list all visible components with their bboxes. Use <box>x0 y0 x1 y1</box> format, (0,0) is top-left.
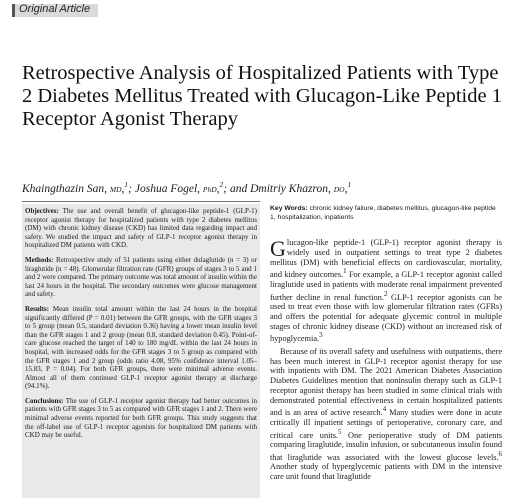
author-credential: DO <box>333 184 345 194</box>
body-paragraph-1: Glucagon-like peptide-1 (GLP-1) receptor agonist therapy is widely used in outpatient settings to treat type 2 diabetes mellitus (DM) with beneficial effects on cardiovascular, mortality, and kidney outcomes.$^1$ For example, a GLP-1 receptor agonist called liraglutide used in patients with moderate renal impairment prevented further decline in renal function.$^2$ GLP-1 receptor agonists can be used to treat even those with low glomerular filtration rates (GFRs) and offers the potential for adequate glycemic control in multiple stages of chronic kidney disease (CKD) without an increased risk of hypoglycemia.$^3$ <box>270 238 502 344</box>
abstract-results: Results: Mean insulin total amount within the last 24 hours in the hospital significantly differed (P = 0.01) between the GFR groups, with the GFR stages 3 to 5 group (mean 0.5, standard deviation 0.36) having a lower mean insulin level than the GFR stages 1 and 2 group (mean 0.8, standard deviation 0.45). Point-of-care glucose reached the target of 140 to 180 mg/dL within the last 24 hours in hospital, with increased odds for the GFR stages 3 to 5 group as compared with the GFR stages 1 and 2 group (odds ratio 4.08, 95% confidence interval 1.05–15.83, P = 0.04). For both GFR groups, there were minimal adverse events. Almost all of them continued GLP-1 receptor agonist therapy at discharge (94.1%). <box>25 304 257 391</box>
drop-cap: G <box>270 238 286 261</box>
author-line: Khaingthazin San, MD,$^1$; Joshua Fogel, PhD,$^2$; and Dmitriy Khazron, DO,$^1$ <box>22 180 352 195</box>
author-name: Dmitriy Khazron <box>250 182 328 195</box>
body-text <box>270 238 502 500</box>
abstract-top-rule <box>22 201 260 202</box>
abstract-box <box>22 204 260 498</box>
body-paragraph-2: Because of its overall safety and usefulness with outpatients, there has been much interest in GLP-1 receptor agonist therapy for use with inpatients with DM. The 2021 American Diabetes Association Diabetes Guidelines mention that noninsulin therapy such as GLP-1 receptor agonist therapy has been studied in some clinical trials with demonstrated potential effectiveness in certain hospitalized patients and is an area of active research.$^4$ Many studies were done in acute critically ill inpatient settings of perioperative, coronary care, and critical care units.$^5$ One perioperative study of DM patients comparing liraglutide, insulin infusion, or subcutaneous insulin found that liraglutide was associated with the lowest glucose levels.$^6$ Another study of hyperglycemic patients with DM in the intensive care unit found that liraglutide <box>270 346 502 482</box>
keywords: Key Words: chronic kidney failure, diabetes mellitus, glucagon-like peptide 1, hospitalization, inpatients <box>270 205 496 221</box>
abstract-conclusions: Conclusions: The use of GLP-1 receptor agonist therapy had better outcomes in patients with GFR stages 3 to 5 as compared with GFR stages 1 and 2. There were minimal adverse events reported for both GFR groups. This study suggests that the off-label use of GLP-1 receptor agonists for hospitalized DM patients with CKD may be useful. <box>25 396 257 440</box>
author-affiliation: 1 <box>124 180 129 189</box>
author-affiliation: 2 <box>219 180 224 189</box>
author-name: Joshua Fogel <box>134 182 198 195</box>
section-tag-marker <box>12 4 15 17</box>
author-name: Khaingthazin San <box>22 182 105 195</box>
article-title: Retrospective Analysis of Hospitalized Patients with Type 2 Diabetes Mellitus Treated with Glucagon-Like Peptide 1 Receptor Agonist Therapy <box>22 62 502 130</box>
abstract-objectives: Objectives: The use and overall benefit of glucagon-like peptide-1 (GLP-1) receptor agonist therapy for hospitalized patients with type 2 diabetes mellitus (DM) with chronic kidney disease (CKD) has limited data regarding impact and safety. We studied the impact and safety of GLP-1 receptor agonist therapy in hospitalized DM patients with CKD. <box>25 207 257 250</box>
section-tag: Original Article <box>19 3 91 15</box>
author-credential: MD <box>109 184 122 194</box>
abstract-methods: Methods: Retrospective study of 51 patients using either dulaglutide (n = 3) or liraglutide (n = 48). Glomerular filtration rate (GFR) groups of stages 3 to 5 and 1 and 2 were compared. The primary outcome was total amount of insulin within the last 24 hours in the hospital. The secondary outcomes were glucose management and safety. <box>25 255 257 299</box>
author-credential: PhD <box>202 184 217 194</box>
author-affiliation: 1 <box>347 180 352 189</box>
author-conjunction: and <box>230 182 248 195</box>
